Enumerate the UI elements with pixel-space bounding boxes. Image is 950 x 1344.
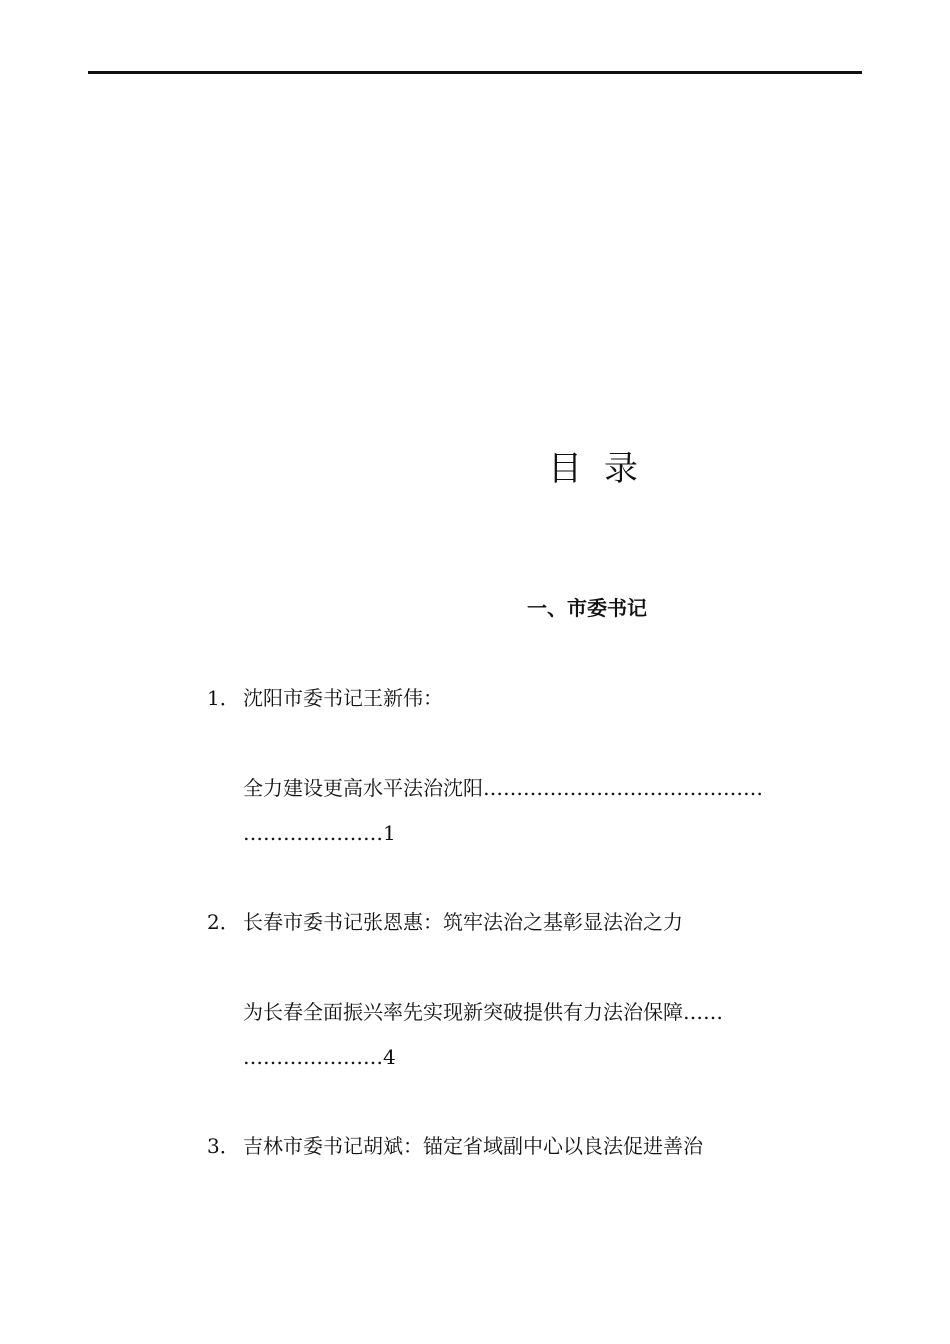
toc-entry-1-line-2[interactable]: …………………1 [243, 821, 396, 845]
toc-entry-2-number: 2． [207, 910, 240, 934]
toc-entry-1-title: 沈阳市委书记王新伟： [243, 686, 443, 710]
toc-entry-2-title: 长春市委书记张恩惠：筑牢法治之基彰显法治之力 [243, 910, 683, 934]
toc-entry-2-line-1[interactable]: 为长春全面振兴率先实现新突破提供有力法治保障…… [243, 1000, 723, 1024]
toc-entry-3-heading[interactable] [207, 1136, 703, 1156]
section-heading: 一、市委书记 [527, 596, 647, 620]
toc-entry-1-line-1[interactable]: 全力建设更高水平法治沈阳…………………………………… [243, 776, 763, 800]
header-rule [88, 71, 862, 74]
toc-entry-1-heading[interactable] [207, 688, 443, 708]
toc-entry-2-heading[interactable] [207, 912, 683, 932]
toc-entry-3-number: 3． [207, 1134, 240, 1158]
toc-title: 目录 [548, 449, 660, 489]
toc-entry-1-number: 1． [207, 686, 240, 710]
toc-entry-2-line-2[interactable]: …………………4 [243, 1045, 396, 1069]
toc-entry-3-title: 吉林市委书记胡斌：锚定省域副中心以良法促进善治 [243, 1134, 703, 1158]
